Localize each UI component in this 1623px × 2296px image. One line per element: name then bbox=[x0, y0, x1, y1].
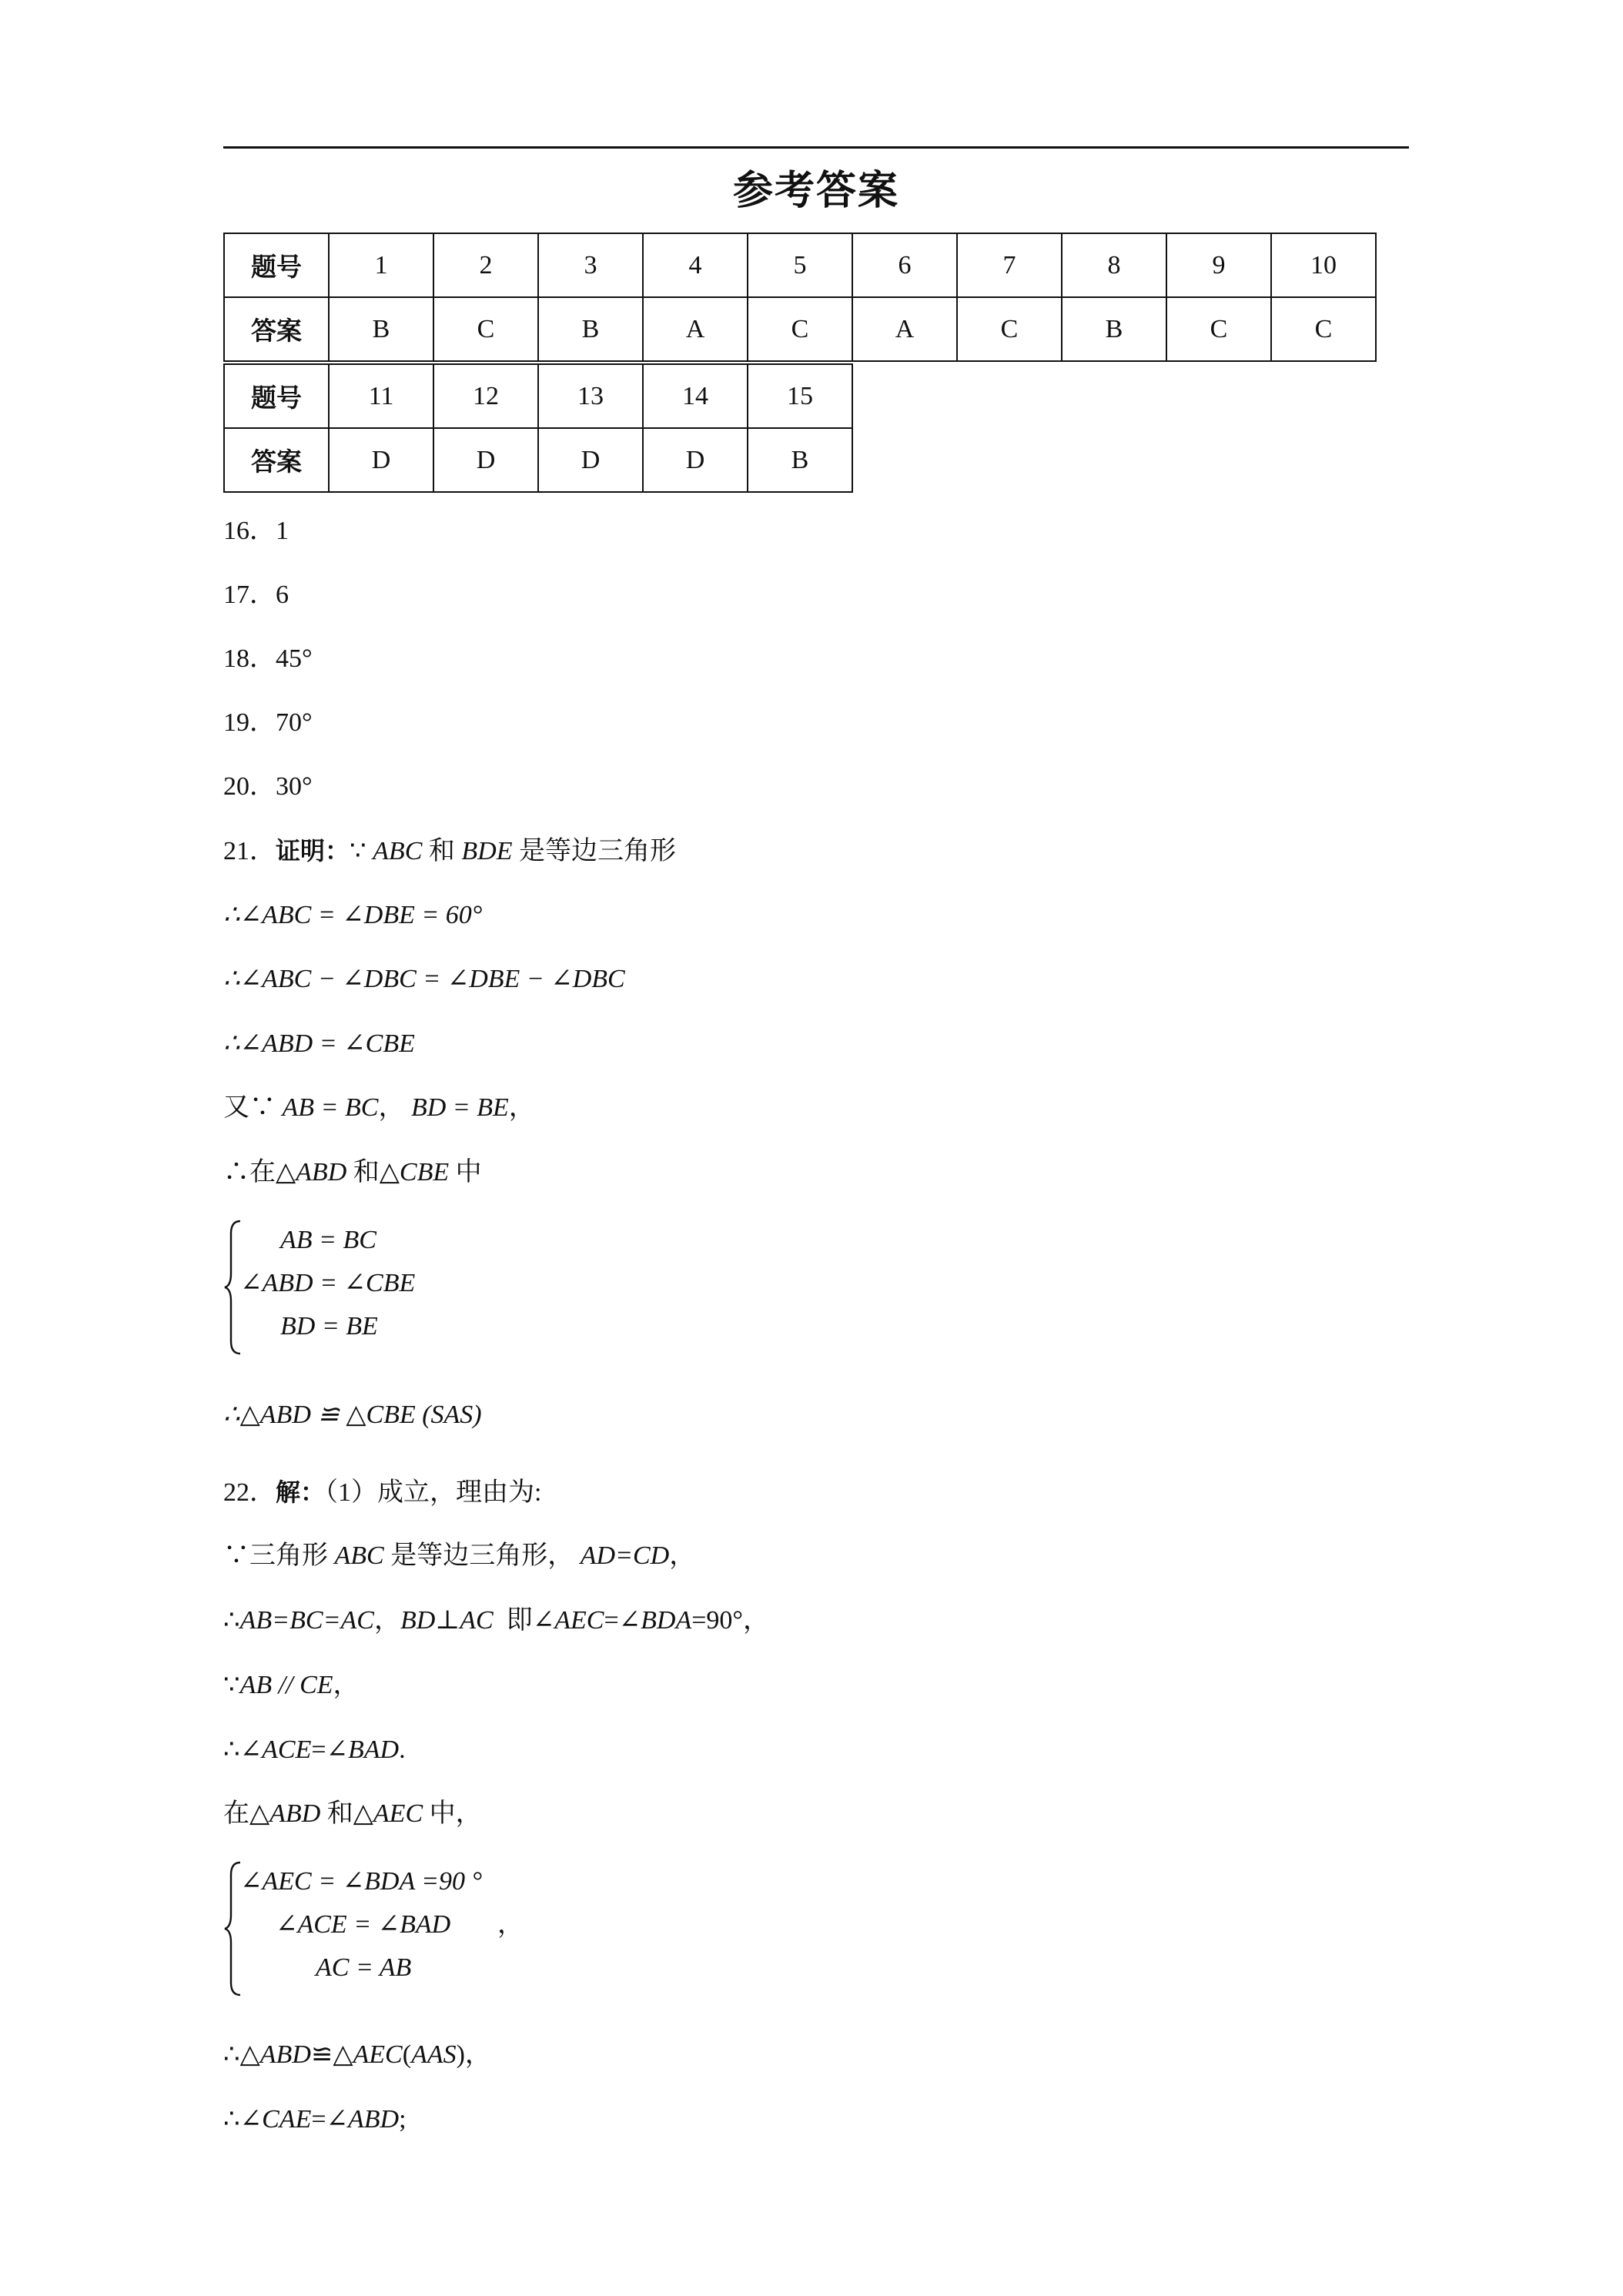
brace-line: AC = AB bbox=[316, 1953, 412, 1982]
text-fragment: 和△ bbox=[346, 1158, 400, 1186]
answer-value: 45° bbox=[276, 644, 313, 673]
question-number: 22． bbox=[223, 1478, 276, 1507]
math-fragment: ABC bbox=[334, 1541, 384, 1570]
table-row bbox=[224, 233, 1376, 297]
question-number: 19． bbox=[223, 708, 276, 737]
math-fragment: AAS bbox=[411, 2040, 457, 2069]
text-fragment: ， bbox=[669, 1541, 696, 1570]
brace-line: ∠ACE = ∠BAD bbox=[276, 1910, 451, 1939]
answer-cell: D bbox=[433, 428, 538, 492]
answer-table-1 bbox=[223, 233, 1377, 362]
answer-17 bbox=[223, 577, 289, 613]
question-number: 15 bbox=[748, 364, 852, 428]
text-fragment: ( bbox=[402, 2040, 412, 2069]
answer-cell: B bbox=[1062, 297, 1166, 361]
answer-cell: B bbox=[329, 297, 433, 361]
q21-brace-system bbox=[223, 1218, 608, 1357]
math-fragment: AC bbox=[460, 1606, 494, 1635]
math-fragment: BDE bbox=[461, 837, 513, 865]
question-number: 4 bbox=[643, 233, 748, 297]
question-number: 13 bbox=[538, 364, 643, 428]
table-row bbox=[224, 428, 852, 492]
math-fragment: BDA bbox=[641, 1606, 692, 1635]
text-fragment: ; bbox=[399, 2105, 407, 2134]
answer-16 bbox=[223, 514, 289, 549]
math-fragment: AEC bbox=[373, 1799, 423, 1828]
q21-line-2: ∴∠ABC = ∠DBE = 60° bbox=[223, 901, 483, 929]
question-number: 7 bbox=[957, 233, 1062, 297]
text-fragment: ⊥ bbox=[435, 1606, 460, 1635]
question-number: 8 bbox=[1062, 233, 1166, 297]
q21-line-6 bbox=[223, 1155, 482, 1190]
q22-line-4 bbox=[223, 1668, 360, 1703]
text-fragment: )， bbox=[456, 2040, 491, 2069]
header-rule bbox=[223, 146, 1409, 149]
question-number: 21． bbox=[223, 837, 276, 865]
math-fragment: ABC bbox=[373, 837, 423, 865]
q21-line-3: ∴∠ABC − ∠DBC = ∠DBE − ∠DBC bbox=[223, 965, 625, 993]
solution-label: 解： bbox=[276, 1478, 326, 1507]
math-fragment: AEC bbox=[554, 1606, 604, 1635]
brace-line: ∠AEC = ∠BDA =90 ° bbox=[240, 1867, 483, 1896]
question-number: 3 bbox=[538, 233, 643, 297]
question-number: 10 bbox=[1271, 233, 1376, 297]
question-number: 14 bbox=[643, 364, 748, 428]
math-fragment: ABD bbox=[348, 2105, 400, 2134]
text-fragment: 是等边三角形， bbox=[383, 1541, 581, 1570]
question-number: 2 bbox=[433, 233, 538, 297]
proof-label: 证明： bbox=[276, 836, 350, 865]
answer-cell: C bbox=[748, 297, 852, 361]
table-row bbox=[224, 364, 852, 428]
text-fragment: ， bbox=[333, 1671, 360, 1699]
question-number: 1 bbox=[329, 233, 433, 297]
table-row bbox=[224, 297, 1376, 361]
text-fragment: 即∠ bbox=[493, 1606, 555, 1635]
text-fragment: 又∵ bbox=[223, 1093, 283, 1122]
math-fragment: AB=BC=AC bbox=[239, 1606, 374, 1635]
brace-line: ∠ABD = ∠CBE bbox=[240, 1269, 416, 1297]
text-fragment: ， bbox=[373, 1606, 400, 1635]
answer-cell: D bbox=[643, 428, 748, 492]
text-fragment: 和 bbox=[422, 837, 462, 865]
answer-value: 1 bbox=[276, 517, 289, 545]
answer-cell: C bbox=[1271, 297, 1376, 361]
answer-cell: D bbox=[538, 428, 643, 492]
text-fragment: ≌△ bbox=[310, 2040, 353, 2069]
text-fragment: . bbox=[399, 1735, 406, 1764]
row-label-number: 题号 bbox=[224, 364, 329, 428]
math-fragment: BD = BE bbox=[410, 1093, 509, 1122]
row-label-answer: 答案 bbox=[224, 297, 329, 361]
q22-brace-system bbox=[223, 1859, 685, 1998]
answer-19 bbox=[223, 705, 313, 741]
q22-line-6 bbox=[223, 1796, 482, 1832]
text-fragment: 是等边三角形 bbox=[512, 837, 676, 865]
answer-18 bbox=[223, 641, 313, 677]
answer-cell: A bbox=[643, 297, 748, 361]
q21-line-4: ∴∠ABD = ∠CBE bbox=[223, 1029, 415, 1058]
text-fragment: 在△ bbox=[223, 1799, 270, 1828]
answer-cell: B bbox=[748, 428, 852, 492]
answer-table-2 bbox=[223, 363, 853, 493]
q22-line-2 bbox=[223, 1538, 695, 1574]
question-number: 16． bbox=[223, 517, 276, 545]
q22-line-1 bbox=[223, 1474, 541, 1511]
brace-line: AB = BC bbox=[280, 1226, 376, 1254]
text-fragment: ∴△ bbox=[223, 2040, 260, 2069]
text-fragment: ∴在△ bbox=[223, 1158, 296, 1186]
question-number: 6 bbox=[852, 233, 957, 297]
math-fragment: AB // CE bbox=[239, 1671, 333, 1699]
math-fragment: ABD bbox=[296, 1158, 347, 1186]
question-number: 20． bbox=[223, 772, 276, 801]
answer-cell: C bbox=[957, 297, 1062, 361]
row-label-number: 题号 bbox=[224, 233, 329, 297]
text-fragment: ， bbox=[378, 1093, 411, 1122]
question-number: 5 bbox=[748, 233, 852, 297]
q21-conclusion: ∴△ABD ≌ △CBE (SAS) bbox=[223, 1401, 482, 1429]
text-fragment: =90°， bbox=[691, 1606, 769, 1635]
question-number: 11 bbox=[329, 364, 433, 428]
text-fragment: ∵三角形 bbox=[223, 1541, 335, 1570]
text-fragment: ∴ bbox=[223, 1606, 240, 1635]
page-title: 参考答案 bbox=[732, 168, 899, 214]
text-fragment: 中， bbox=[423, 1799, 482, 1828]
text-fragment: =∠ bbox=[311, 1735, 349, 1764]
answer-cell: B bbox=[538, 297, 643, 361]
text-fragment: =∠ bbox=[604, 1606, 641, 1635]
math-fragment: AD=CD bbox=[580, 1541, 670, 1570]
answer-value: 70° bbox=[276, 708, 313, 737]
text-fragment: ∴∠ bbox=[223, 2105, 263, 2134]
text-fragment: ∵ bbox=[223, 1671, 240, 1699]
q22-line-8 bbox=[223, 2102, 407, 2137]
answer-value: 6 bbox=[276, 581, 289, 609]
text-fragment: 中 bbox=[449, 1158, 482, 1186]
math-fragment: ABD bbox=[259, 2040, 311, 2069]
question-number: 9 bbox=[1166, 233, 1271, 297]
brace-line: BD = BE bbox=[280, 1312, 378, 1340]
answer-cell: A bbox=[852, 297, 957, 361]
math-fragment: ABD bbox=[269, 1799, 321, 1828]
question-number: 18． bbox=[223, 644, 276, 673]
math-fragment: ACE bbox=[262, 1735, 312, 1764]
answer-cell: C bbox=[433, 297, 538, 361]
q21-line-5 bbox=[223, 1090, 535, 1126]
math-fragment: AEC bbox=[353, 2040, 403, 2069]
row-label-answer: 答案 bbox=[224, 428, 329, 492]
math-fragment: CBE bbox=[399, 1158, 450, 1186]
answer-value: 30° bbox=[276, 772, 313, 801]
math-fragment: AB = BC bbox=[282, 1093, 379, 1122]
answer-cell: D bbox=[329, 428, 433, 492]
text-fragment: ∵ bbox=[350, 837, 373, 865]
text-fragment: =∠ bbox=[311, 2105, 349, 2134]
math-fragment: BD bbox=[400, 1606, 436, 1635]
math-fragment: BAD bbox=[348, 1735, 400, 1764]
text-fragment: 和△ bbox=[320, 1799, 373, 1828]
text-fragment: ， bbox=[508, 1093, 535, 1122]
brace-comma: ， bbox=[497, 1910, 524, 1939]
question-number: 17． bbox=[223, 581, 276, 609]
answer-20 bbox=[223, 769, 313, 805]
question-number: 12 bbox=[433, 364, 538, 428]
q21-line-1 bbox=[223, 833, 676, 869]
text-fragment: （1）成立，理由为: bbox=[325, 1478, 542, 1507]
text-fragment: ∴∠ bbox=[223, 1735, 263, 1764]
q22-line-5 bbox=[223, 1732, 406, 1768]
q22-line-3 bbox=[223, 1603, 769, 1638]
q22-line-7 bbox=[223, 2037, 491, 2073]
math-fragment: CAE bbox=[262, 2105, 312, 2134]
answer-cell: C bbox=[1166, 297, 1271, 361]
